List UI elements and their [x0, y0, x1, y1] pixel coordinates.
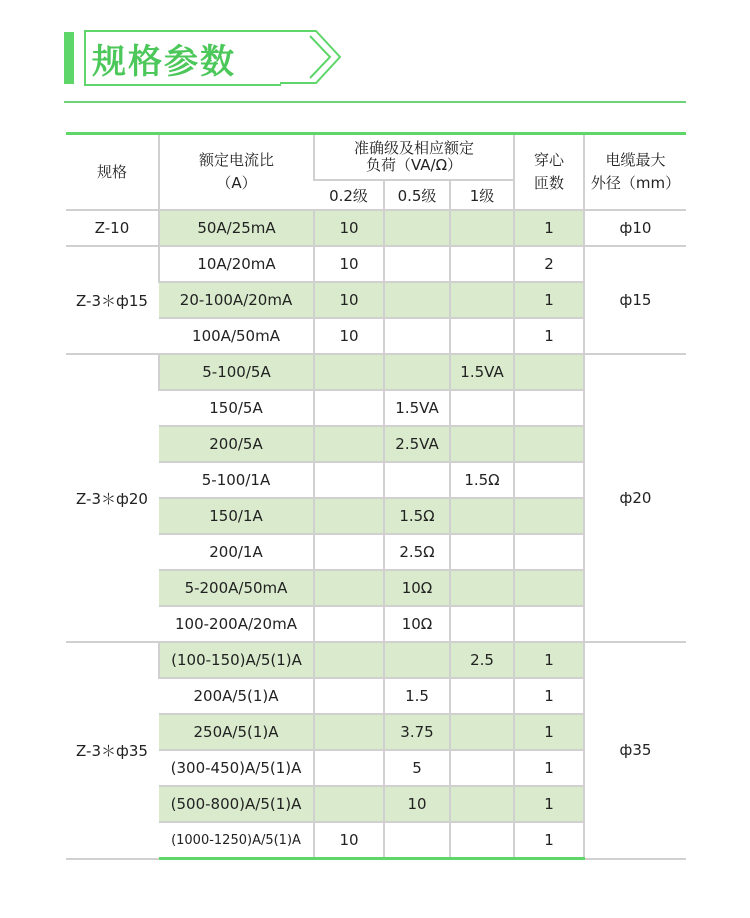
header-rated-current-ratio — [159, 134, 314, 211]
header-cable-line1: 电缆最大 — [605, 151, 666, 169]
ratio-cell: 100-200A/20mA — [159, 606, 314, 642]
class-1-cell — [450, 534, 514, 570]
class-0-2-cell: 10 — [314, 282, 384, 318]
class-1-cell: 1.5VA — [450, 354, 514, 390]
ratio-cell: 150/5A — [159, 390, 314, 426]
ratio-cell: (100-150)A/5(1)A — [159, 642, 314, 678]
header-cable-diameter — [584, 134, 686, 211]
header-class-0-5: 0.5级 — [384, 180, 450, 210]
class-1-cell — [450, 606, 514, 642]
class-0-5-cell — [384, 462, 450, 498]
header-ratio-line2: （A） — [216, 174, 257, 192]
cable-diameter-cell: ф10 — [584, 210, 686, 246]
class-0-5-cell: 10Ω — [384, 606, 450, 642]
class-0-5-cell — [384, 210, 450, 246]
class-0-2-cell — [314, 678, 384, 714]
passes-cell — [514, 426, 584, 462]
ratio-cell: 5-200A/50mA — [159, 570, 314, 606]
ratio-cell: 10A/20mA — [159, 246, 314, 282]
table-row — [66, 210, 686, 246]
class-0-2-cell — [314, 714, 384, 750]
ratio-cell: (300-450)A/5(1)A — [159, 750, 314, 786]
class-0-2-cell — [314, 426, 384, 462]
passes-cell: 1 — [514, 786, 584, 822]
passes-cell — [514, 606, 584, 642]
header-spec: 规格 — [66, 134, 159, 211]
class-1-cell — [450, 246, 514, 282]
class-0-5-cell — [384, 642, 450, 678]
ratio-cell: 100A/50mA — [159, 318, 314, 354]
class-0-2-cell: 10 — [314, 210, 384, 246]
header-ratio-line1: 额定电流比 — [198, 151, 274, 169]
class-0-2-cell — [314, 786, 384, 822]
passes-cell: 1 — [514, 750, 584, 786]
class-0-5-cell — [384, 282, 450, 318]
passes-cell: 1 — [514, 282, 584, 318]
ratio-cell: 200/1A — [159, 534, 314, 570]
class-0-5-cell: 3.75 — [384, 714, 450, 750]
class-1-cell — [450, 282, 514, 318]
class-0-2-cell: 10 — [314, 822, 384, 859]
header-cable-line2: 外径（mm） — [590, 174, 681, 192]
passes-cell — [514, 498, 584, 534]
class-1-cell — [450, 498, 514, 534]
class-1-cell — [450, 210, 514, 246]
class-1-cell — [450, 570, 514, 606]
class-1-cell — [450, 822, 514, 859]
spec-model-cell: Z-3＊ф20 — [66, 354, 159, 642]
class-0-5-cell: 2.5Ω — [384, 534, 450, 570]
class-1-cell — [450, 426, 514, 462]
class-1-cell — [450, 714, 514, 750]
passes-cell: 2 — [514, 246, 584, 282]
title-accent-bar — [64, 32, 74, 84]
header-class-1: 1级 — [450, 180, 514, 210]
ratio-cell: 20-100A/20mA — [159, 282, 314, 318]
cable-diameter-cell: ф35 — [584, 642, 686, 859]
class-0-5-cell: 2.5VA — [384, 426, 450, 462]
class-0-5-cell — [384, 354, 450, 390]
table-row — [66, 354, 686, 390]
title-chevron-icon — [280, 30, 342, 86]
class-0-5-cell — [384, 246, 450, 282]
ratio-cell: 5-100/5A — [159, 354, 314, 390]
class-0-2-cell: 10 — [314, 318, 384, 354]
class-0-2-cell — [314, 606, 384, 642]
passes-cell — [514, 390, 584, 426]
spec-table — [66, 132, 686, 860]
passes-cell: 1 — [514, 642, 584, 678]
class-1-cell: 1.5Ω — [450, 462, 514, 498]
ratio-cell: 200/5A — [159, 426, 314, 462]
page-title: 规格参数 — [92, 42, 236, 82]
class-1-cell — [450, 678, 514, 714]
class-0-2-cell — [314, 498, 384, 534]
class-1-cell — [450, 318, 514, 354]
header-passes-line2: 匝数 — [533, 174, 564, 192]
passes-cell — [514, 354, 584, 390]
header-accuracy-class — [314, 134, 514, 181]
spec-model-cell: Z-3＊ф15 — [66, 246, 159, 354]
cable-diameter-cell: ф15 — [584, 246, 686, 354]
class-0-2-cell — [314, 462, 384, 498]
table-row — [66, 246, 686, 282]
ratio-cell: (500-800)A/5(1)A — [159, 786, 314, 822]
passes-cell: 1 — [514, 678, 584, 714]
class-0-2-cell: 10 — [314, 246, 384, 282]
table-row — [66, 642, 686, 678]
class-1-cell — [450, 750, 514, 786]
ratio-cell: (1000-1250)A/5(1)A — [159, 822, 314, 859]
class-0-5-cell: 10Ω — [384, 570, 450, 606]
header-accuracy-line1: 准确级及相应额定 — [353, 139, 474, 157]
cable-diameter-cell: ф20 — [584, 354, 686, 642]
class-0-2-cell — [314, 390, 384, 426]
class-0-5-cell: 1.5 — [384, 678, 450, 714]
class-0-2-cell — [314, 750, 384, 786]
ratio-cell: 250A/5(1)A — [159, 714, 314, 750]
header-passes — [514, 134, 584, 211]
passes-cell: 1 — [514, 210, 584, 246]
class-0-5-cell — [384, 318, 450, 354]
title-divider — [64, 101, 686, 103]
ratio-cell: 50A/25mA — [159, 210, 314, 246]
class-0-2-cell — [314, 642, 384, 678]
class-0-2-cell — [314, 354, 384, 390]
spec-model-cell: Z-3＊ф35 — [66, 642, 159, 859]
class-0-5-cell: 1.5VA — [384, 390, 450, 426]
class-0-5-cell: 5 — [384, 750, 450, 786]
passes-cell — [514, 462, 584, 498]
header-passes-line1: 穿心 — [533, 151, 564, 169]
passes-cell: 1 — [514, 822, 584, 859]
class-1-cell: 2.5 — [450, 642, 514, 678]
header-accuracy-line2: 负荷（VA/Ω） — [365, 156, 463, 174]
ratio-cell: 150/1A — [159, 498, 314, 534]
class-1-cell — [450, 786, 514, 822]
class-1-cell — [450, 390, 514, 426]
passes-cell: 1 — [514, 714, 584, 750]
ratio-cell: 200A/5(1)A — [159, 678, 314, 714]
passes-cell: 1 — [514, 318, 584, 354]
class-0-5-cell — [384, 822, 450, 859]
class-0-5-cell: 10 — [384, 786, 450, 822]
ratio-cell: 5-100/1A — [159, 462, 314, 498]
class-0-5-cell: 1.5Ω — [384, 498, 450, 534]
class-0-2-cell — [314, 534, 384, 570]
passes-cell — [514, 534, 584, 570]
spec-model-cell: Z-10 — [66, 210, 159, 246]
class-0-2-cell — [314, 570, 384, 606]
passes-cell — [514, 570, 584, 606]
header-class-0-2: 0.2级 — [314, 180, 384, 210]
